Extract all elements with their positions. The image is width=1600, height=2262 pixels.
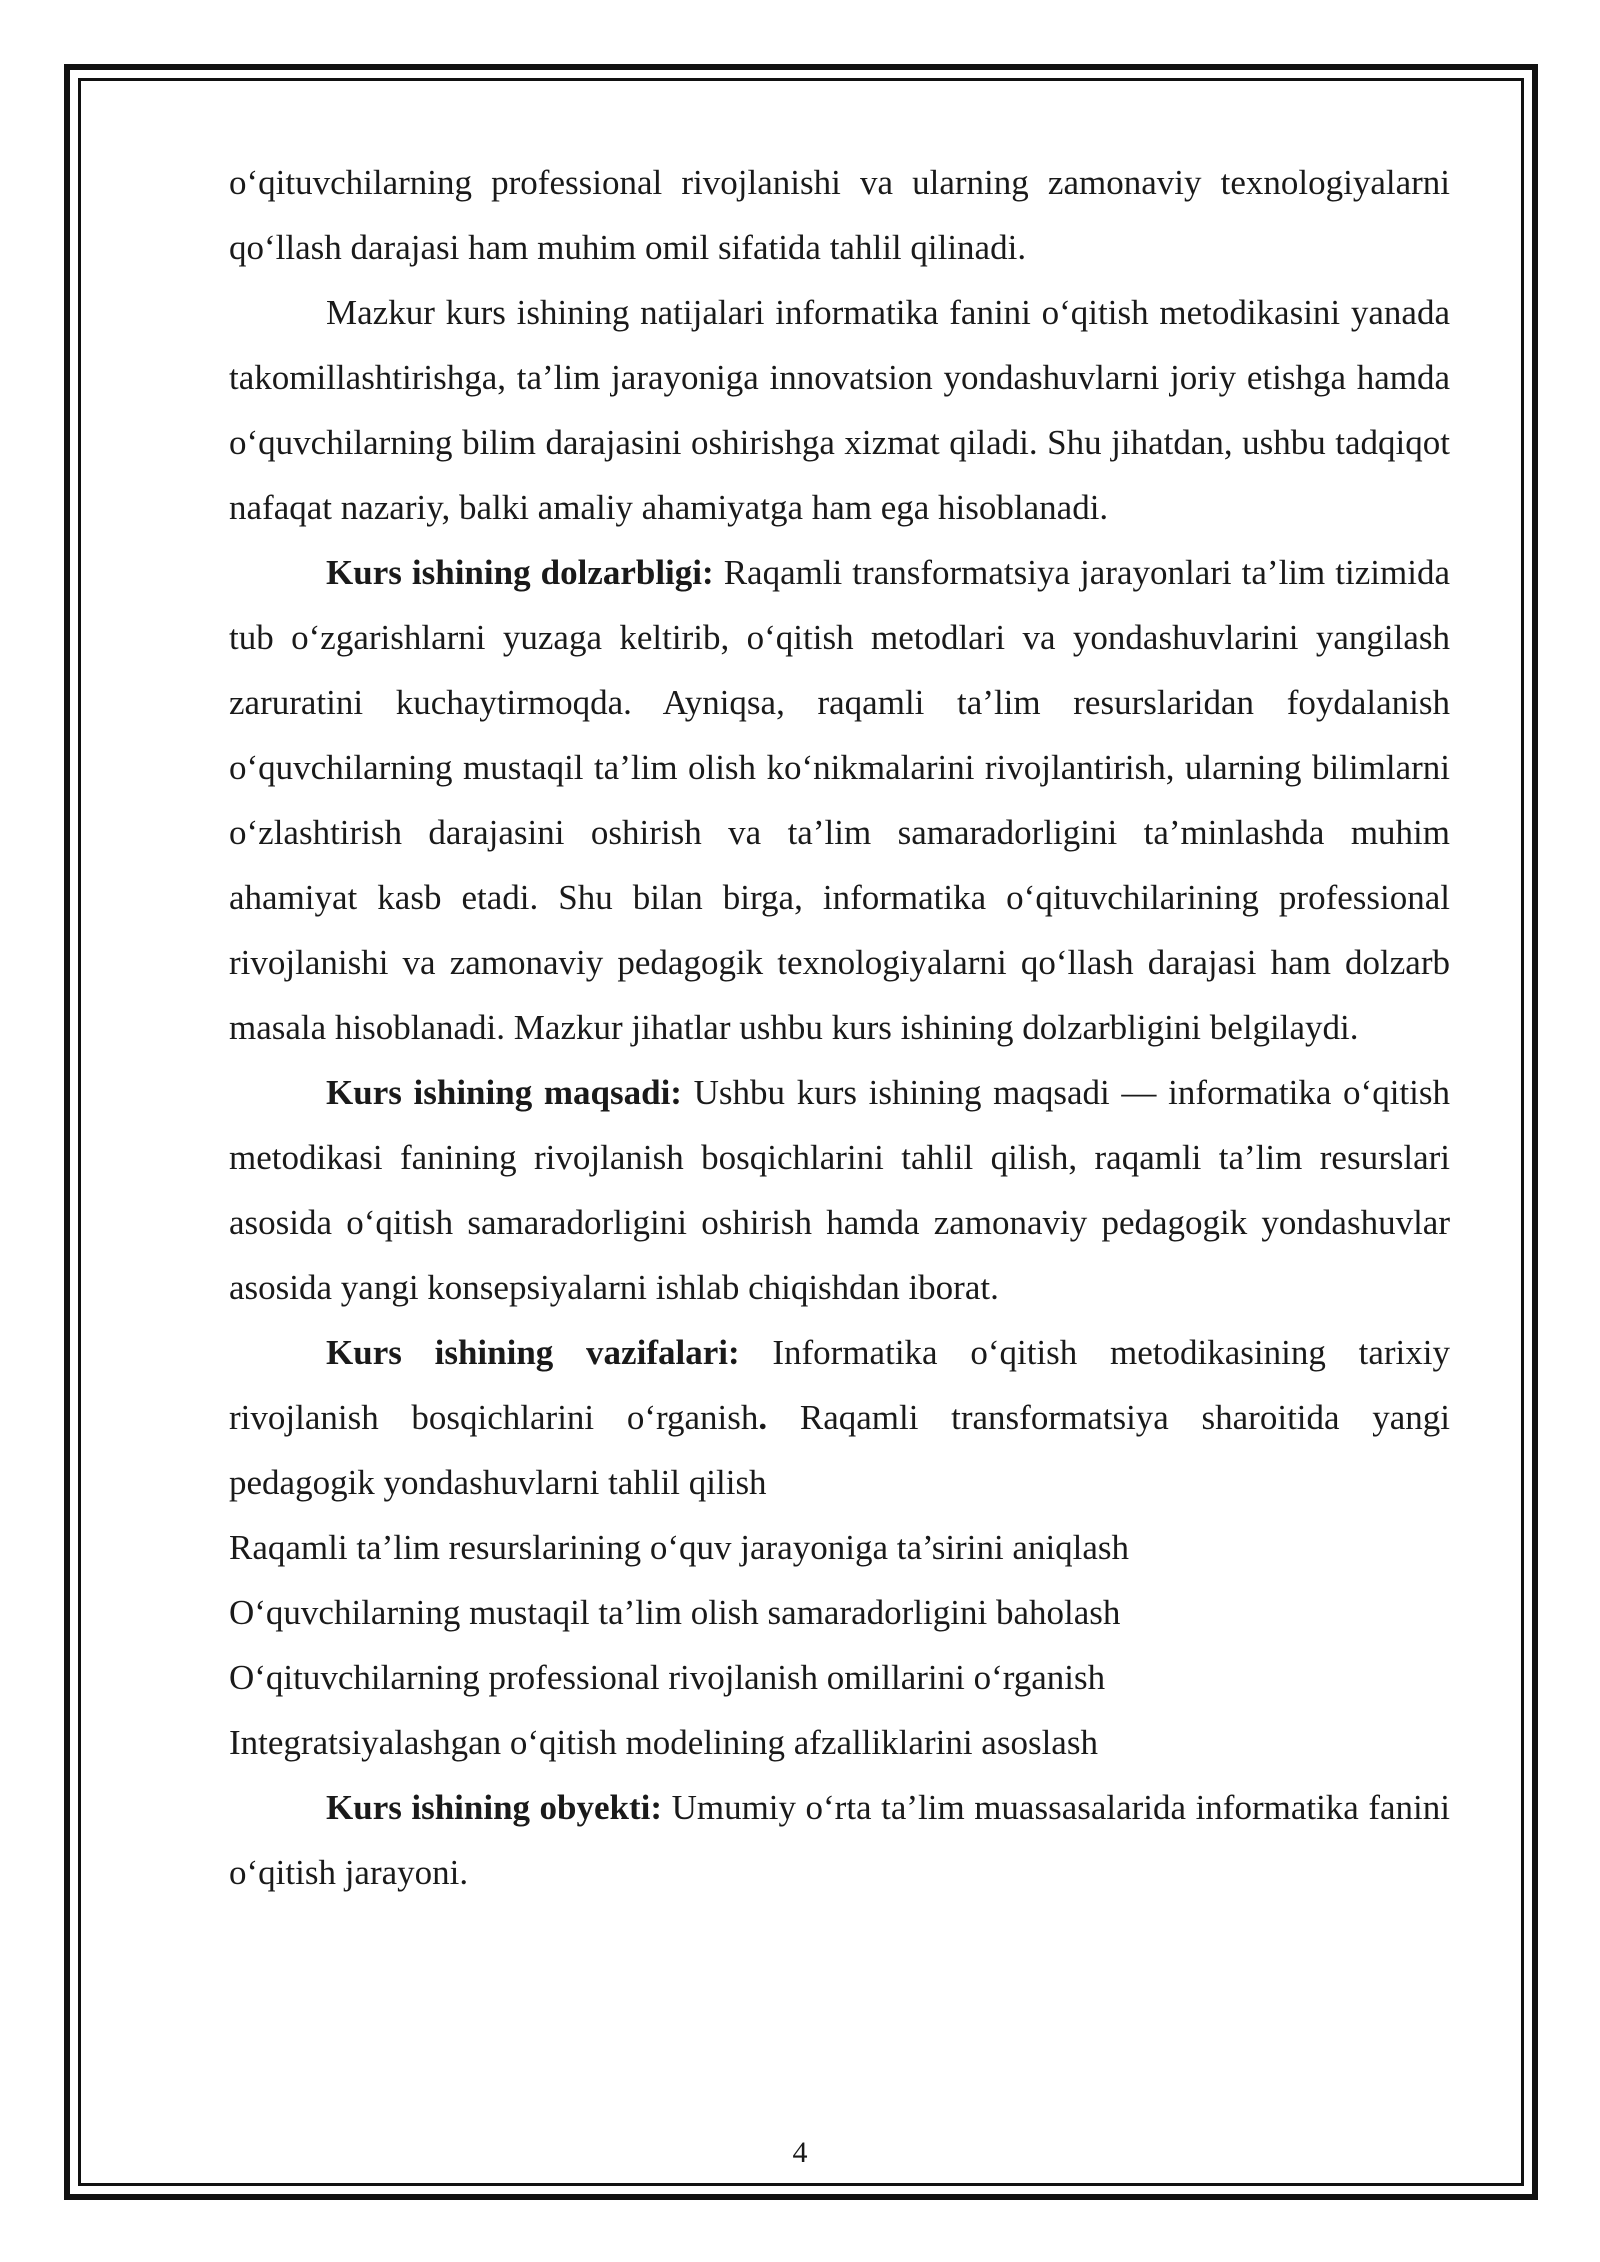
object-text: Umumiy o‘rta ta’lim muassasalarida informatika fanini o‘qitish jarayoni. (229, 1788, 1450, 1892)
tasks-text-first: Informatika o‘qitish metodikasining tarixiy rivojlanish bosqichlarini o‘rganish (229, 1333, 1450, 1437)
task-line-3: O‘qituvchilarning professional rivojlanish omillarini o‘rganish (229, 1658, 1106, 1697)
heading-relevance: Kurs ishining dolzarbligi: (326, 553, 714, 592)
paragraph-results: Mazkur kurs ishining natijalari informatika fanini o‘qitish metodikasini yanada takomillashtirishga, ta’lim jarayoniga innovatsion yondashuvlarni joriy etishga hamda o‘quvchilarning bilim darajasini oshirishga xizmat qiladi. Shu jihatdan, ushbu tadqiqot nafaqat nazariy, balki amaliy ahamiyatga ham ega hisoblanadi. (229, 293, 1450, 527)
document-body (229, 150, 1450, 1905)
task-line-2: O‘quvchilarning mustaqil ta’lim olish samaradorligini baholash (229, 1593, 1121, 1632)
heading-tasks: Kurs ishining vazifalari: (326, 1333, 740, 1372)
heading-object: Kurs ishining obyekti: (326, 1788, 663, 1827)
paragraph-goal (229, 1060, 1450, 1320)
heading-goal: Kurs ishining maqsadi: (326, 1073, 682, 1112)
paragraph-tasks (229, 1320, 1450, 1515)
page-number: 4 (792, 2136, 808, 2169)
paragraph-continuation: o‘qituvchilarning professional rivojlanishi va ularning zamonaviy texnologiyalarni qo‘llash darajasi ham muhim omil sifatida tahlil qilinadi. (229, 163, 1450, 267)
tasks-separator: . (758, 1398, 768, 1437)
paragraph-object (229, 1775, 1450, 1905)
relevance-text: Raqamli transformatsiya jarayonlari ta’lim tizimida tub o‘zgarishlarni yuzaga keltirib, o‘qitish metodlari va yondashuvlarini yangilash zaruratini kuchaytirmoqda. Ayniqsa, raqamli ta’lim resurslaridan foydalanish o‘quvchilarning mustaqil ta’lim olish ko‘nikmalarini rivojlantirish, ularning bilimlarni o‘zlashtirish darajasini oshirish va ta’lim samaradorligini ta’minlashda muhim ahamiyat kasb etadi. Shu bilan birga, informatika o‘qituvchilarining professional rivojlanishi va zamonaviy pedagogik texnologiyalarni qo‘llash darajasi ham dolzarb masala hisoblanadi. Mazkur jihatlar ushbu kurs ishining dolzarbligini belgilaydi. (229, 553, 1450, 1047)
goal-text: Ushbu kurs ishining maqsadi — informatika o‘qitish metodikasi fanining rivojlanish bosqichlarini tahlil qilish, raqamli ta’lim resurslari asosida o‘qitish samaradorligini oshirish hamda zamonaviy pedagogik yondashuvlar asosida yangi konsepsiyalarni ishlab chiqishdan iborat. (229, 1073, 1450, 1307)
paragraph-relevance (229, 540, 1450, 1060)
task-line-4: Integratsiyalashgan o‘qitish modelining afzalliklarini asoslash (229, 1723, 1098, 1762)
task-line-1: Raqamli ta’lim resurslarining o‘quv jarayoniga ta’sirini aniqlash (229, 1528, 1130, 1567)
tasks-text-second: Raqamli transformatsiya sharoitida yangi pedagogik yondashuvlarni tahlil qilish (229, 1398, 1450, 1502)
